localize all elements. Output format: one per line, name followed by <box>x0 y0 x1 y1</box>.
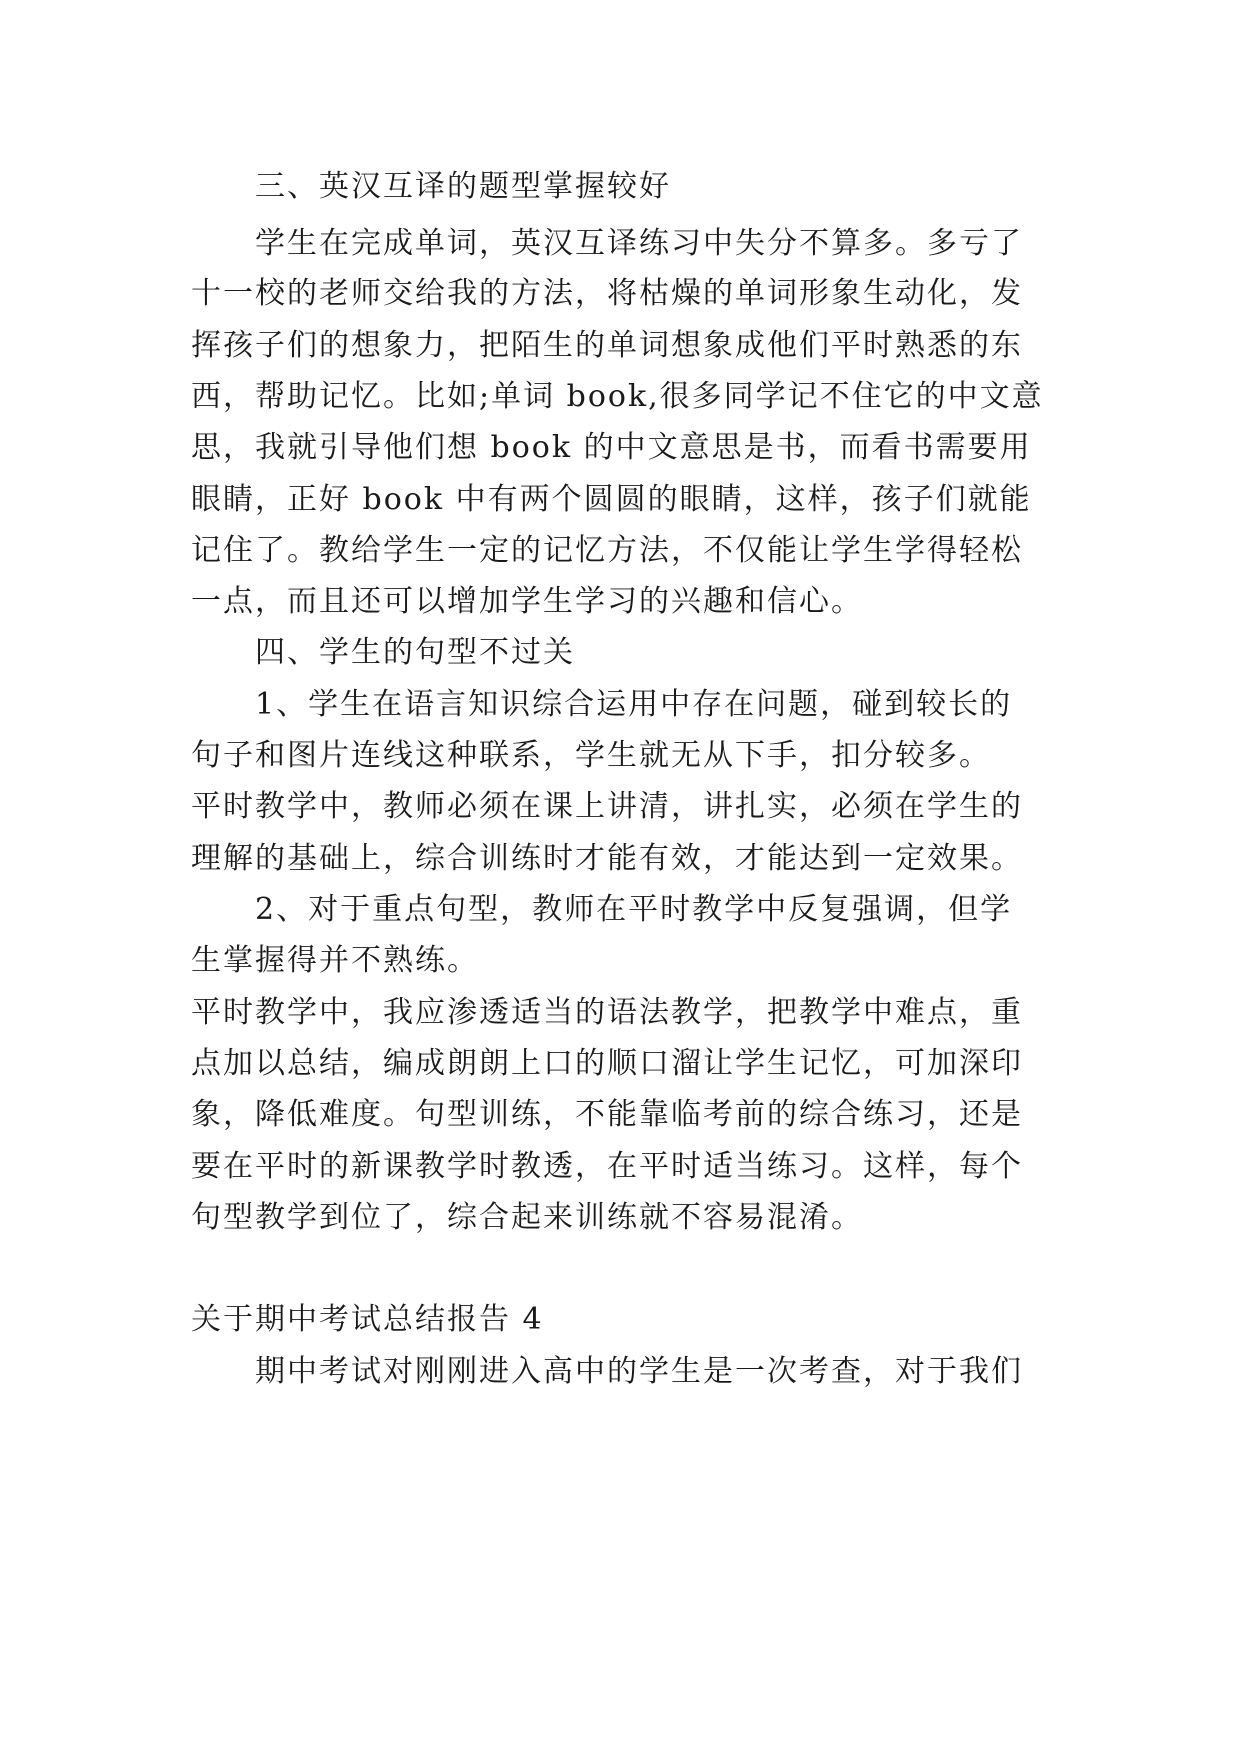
paragraph-line: 句型教学到位了，综合起来训练就不容易混淆。 <box>191 1200 863 1235</box>
paragraph-line: 眼睛，正好 book 中有两个圆圆的眼睛，这样，孩子们就能 <box>191 482 1032 517</box>
section-heading-4: 四、学生的句型不过关 <box>255 635 575 670</box>
paragraph-line: 平时教学中，我应渗透适当的语法教学，把教学中难点，重 <box>191 995 1023 1030</box>
paragraph-line: 理解的基础上，综合训练时才能有效，才能达到一定效果。 <box>191 841 1023 876</box>
paragraph-line: 挥孩子们的想象力，把陌生的单词想象成他们平时熟悉的东 <box>191 328 1023 363</box>
paragraph-line: 一点，而且还可以增加学生学习的兴趣和信心。 <box>191 584 863 619</box>
paragraph-line: 生掌握得并不熟练。 <box>191 943 479 978</box>
paragraph-line: 平时教学中，教师必须在课上讲清，讲扎实，必须在学生的 <box>191 789 1023 824</box>
paragraph-line: 十一校的老师交给我的方法，将枯燥的单词形象生动化，发 <box>191 276 1023 311</box>
paragraph-line: 期中考试对刚刚进入高中的学生是一次考查，对于我们 <box>255 1354 1023 1389</box>
paragraph-line: 学生在完成单词，英汉互译练习中失分不算多。多亏了 <box>255 226 1023 261</box>
paragraph-line: 记住了。教给学生一定的记忆方法，不仅能让学生学得轻松 <box>191 533 1023 568</box>
paragraph-line: 2、对于重点句型，教师在平时教学中反复强调，但学 <box>255 892 1013 927</box>
paragraph-line: 句子和图片连线这种联系，学生就无从下手，扣分较多。 <box>191 738 991 773</box>
paragraph-line: 象，降低难度。句型训练，不能靠临考前的综合练习，还是 <box>191 1097 1023 1132</box>
paragraph-line: 思，我就引导他们想 book 的中文意思是书，而看书需要用 <box>191 430 1032 465</box>
paragraph-line: 点加以总结，编成朗朗上口的顺口溜让学生记忆，可加深印 <box>191 1046 1023 1081</box>
section-heading-3: 三、英汉互译的题型掌握较好 <box>255 169 671 204</box>
report-title: 关于期中考试总结报告 4 <box>191 1302 544 1337</box>
paragraph-line: 1、学生在语言知识综合运用中存在问题，碰到较长的 <box>255 687 1013 722</box>
paragraph-line: 要在平时的新课教学时教透，在平时适当练习。这样，每个 <box>191 1149 1023 1184</box>
paragraph-line: 西，帮助记忆。比如;单词 book,很多同学记不住它的中文意 <box>191 379 1044 414</box>
